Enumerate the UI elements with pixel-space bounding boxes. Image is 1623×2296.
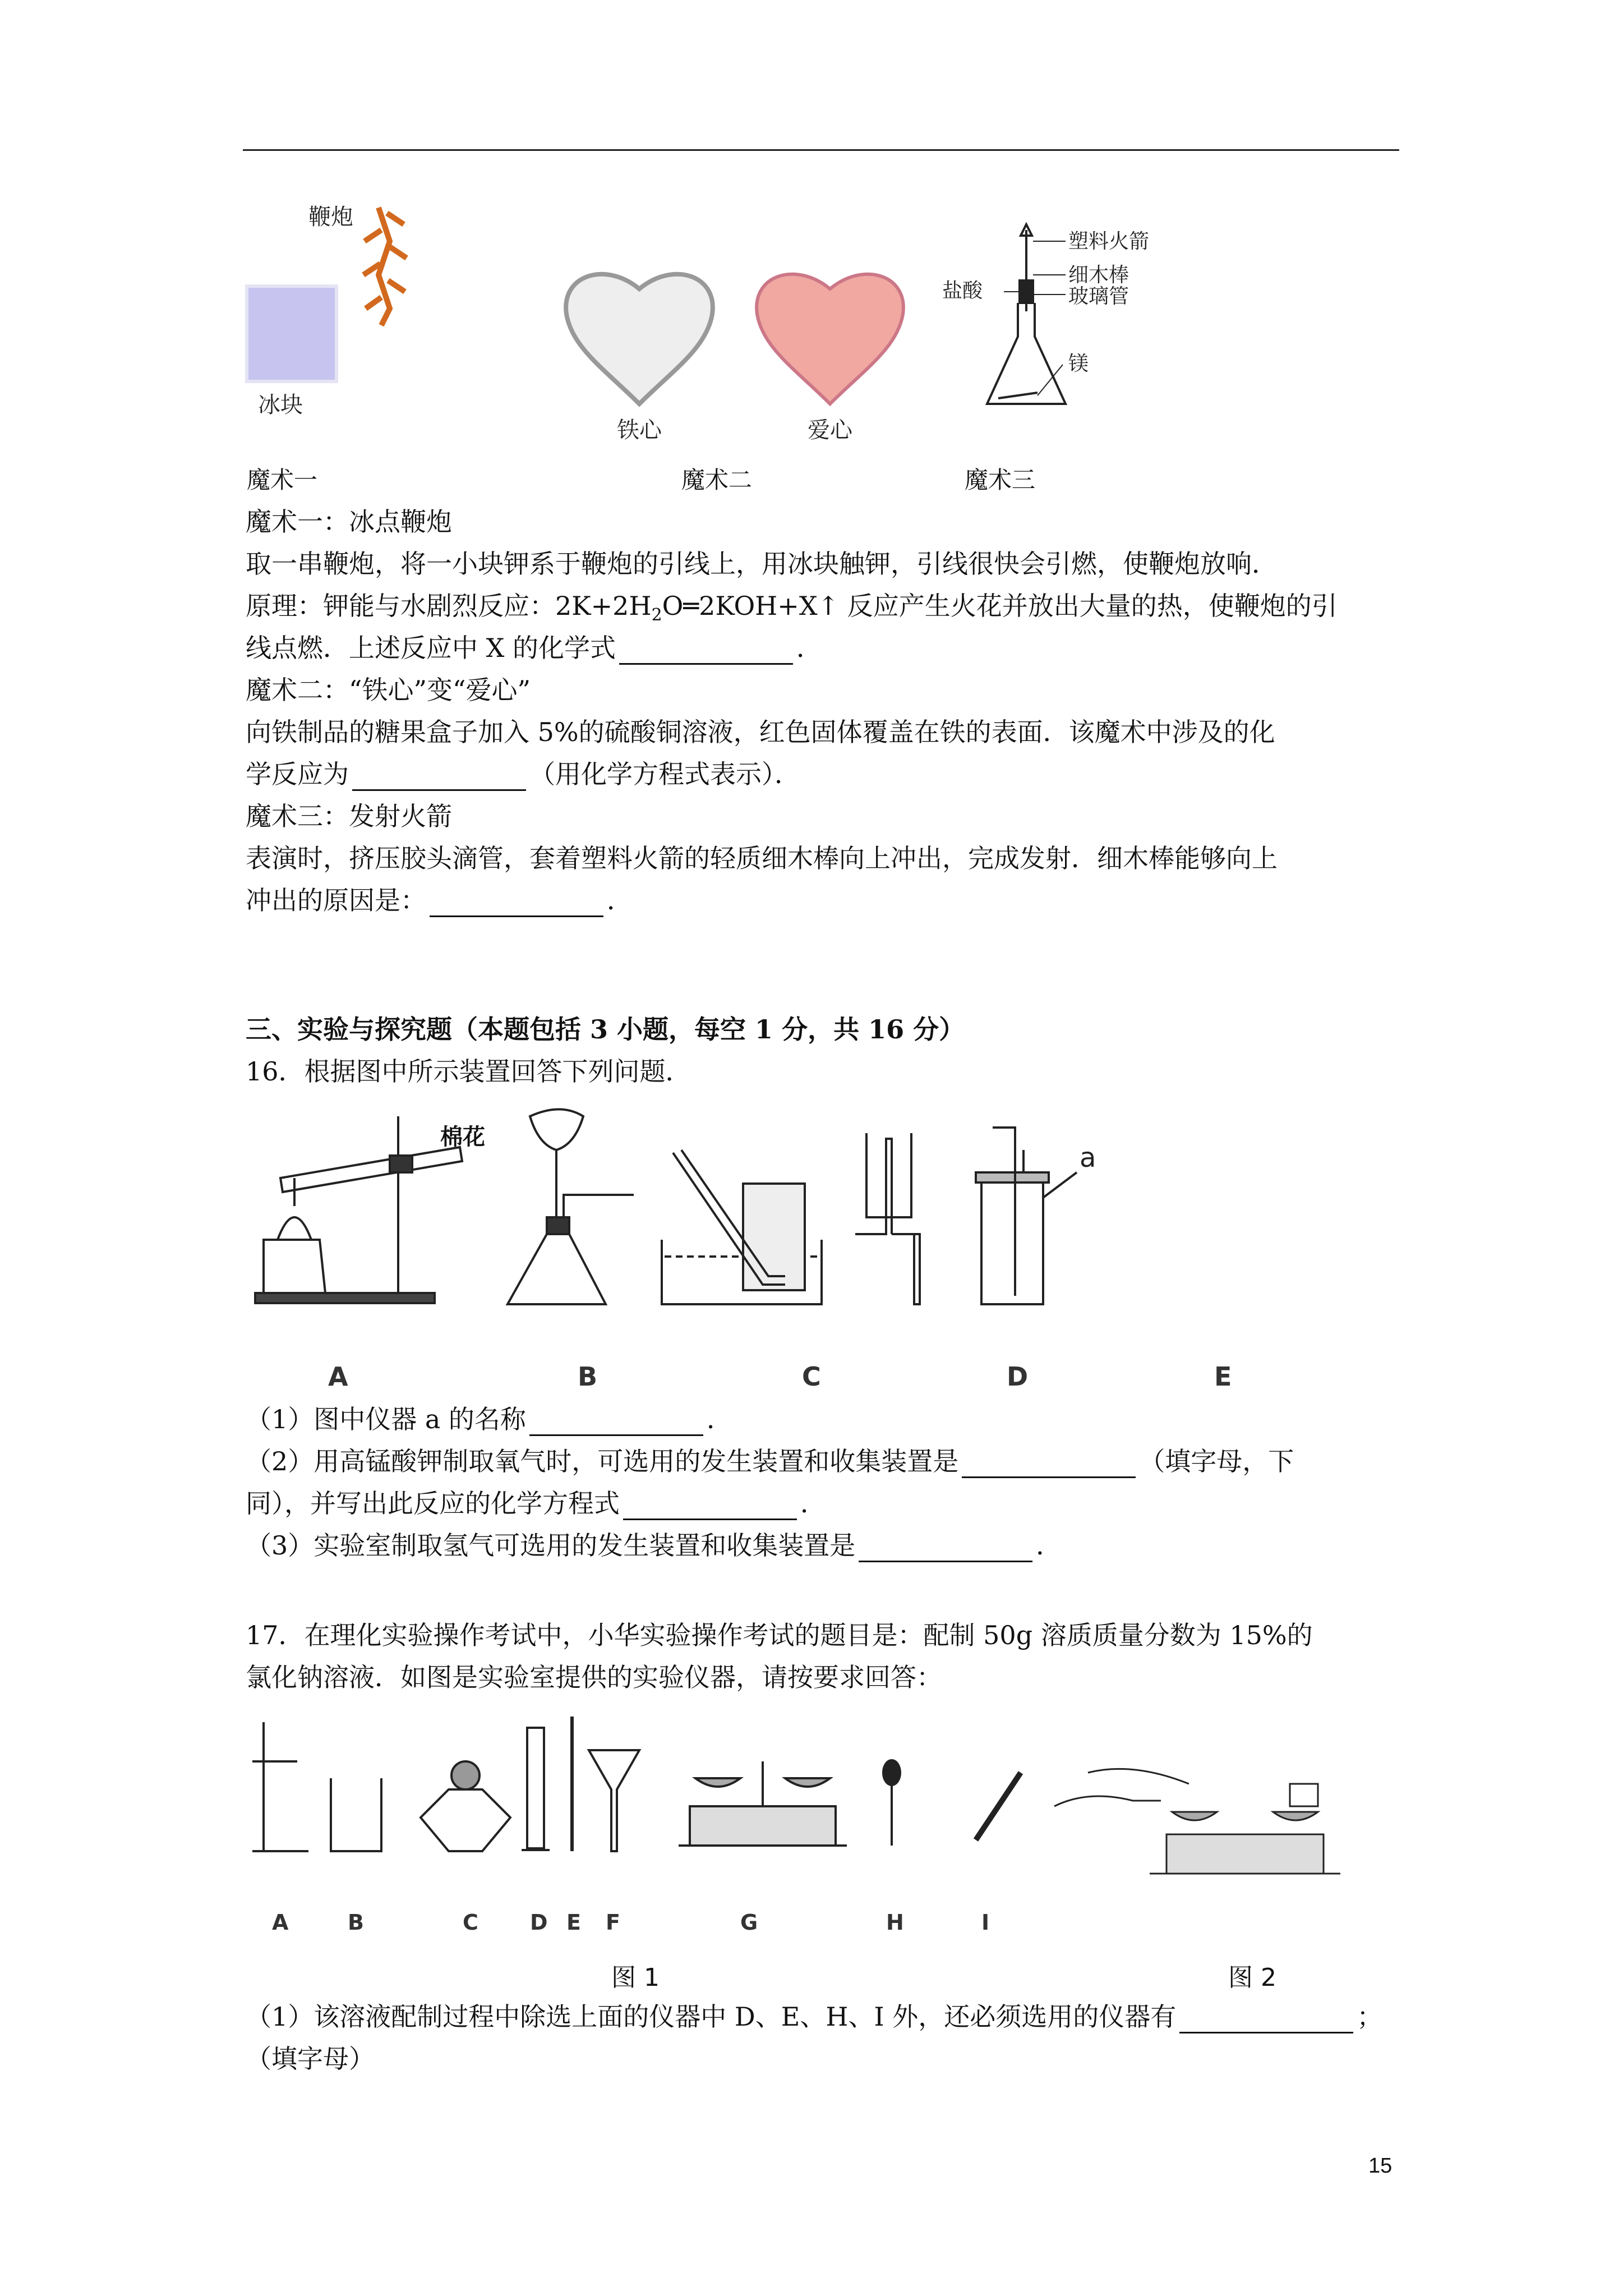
love-heart-image (757, 274, 903, 404)
ice-block-image (247, 286, 336, 381)
answer-blank[interactable] (1179, 2009, 1353, 2033)
rocket-label: 塑料火箭 (1068, 230, 1150, 253)
instrument-label-f: F (606, 1910, 620, 1935)
dropper-icon (883, 1760, 900, 1846)
magic2-paragraph-2: 学反应为 （用化学方程式表示）． (246, 757, 800, 791)
answer-blank[interactable] (352, 767, 526, 791)
firecracker-label: 鞭炮 (308, 204, 353, 230)
apparatus-a-diagram (255, 1116, 462, 1303)
instrument-label-c: C (463, 1910, 478, 1935)
iron-heart-label: 铁心 (617, 417, 662, 443)
instrument-label-e: E (566, 1910, 581, 1935)
section-3-heading: 三、实验与探究题（本题包括 3 小题，每空 1 分，共 16 分） (246, 1014, 965, 1045)
rocket-apparatus-diagram (987, 224, 1066, 404)
instrument-label-g: G (740, 1910, 758, 1935)
magic2-title: 魔术二：“铁心”变“爱心” (246, 675, 531, 705)
answer-blank[interactable] (859, 1538, 1032, 1562)
magic1-caption: 魔术一 (247, 466, 318, 494)
q16-subquestion-3: （3）实验室制取氢气可选用的发生装置和收集装置是 ． (246, 1529, 1062, 1562)
ice-label: 冰块 (258, 392, 303, 418)
q16-stem: 16．根据图中所示装置回答下列问题． (246, 1056, 691, 1087)
magic1-paragraph-3: 线点燃．上述反应中 X 的化学式 ． (246, 631, 822, 665)
q16-apparatus-figure (247, 1105, 1312, 1397)
q17-stem-1: 17．在理化实验操作考试中，小华实验操作考试的题目是：配制 50g 溶质质量分数为 15%的 (246, 1620, 1313, 1650)
iron-heart-image (566, 274, 713, 404)
answer-blank[interactable] (623, 1496, 797, 1520)
glass-tube-label: 玻璃管 (1068, 285, 1129, 308)
beaker-icon (331, 1778, 381, 1851)
instrument-label-i: I (981, 1910, 990, 1935)
answer-blank[interactable] (430, 893, 603, 917)
magic3-caption: 魔术三 (965, 466, 1036, 494)
q17-subquestion-1-note: （填字母） (246, 2044, 375, 2074)
instrument-label-a: A (272, 1910, 289, 1935)
instrument-label-h: H (886, 1910, 904, 1935)
hydrochloric-acid-label: 盐酸 (942, 279, 983, 302)
magic-figure (241, 191, 1228, 505)
weighing-scene-icon (1054, 1769, 1340, 1874)
apparatus-label-b: B (578, 1361, 598, 1392)
q16-subquestion-2: （2）用高锰酸钾制取氧气时，可选用的发生装置和收集装置是 （填字母，下 (246, 1444, 1294, 1478)
magic2-caption: 魔术二 (681, 466, 753, 494)
figure-2-caption: 图 2 (1228, 1963, 1276, 1992)
figure-1-caption: 图 1 (611, 1963, 660, 1992)
apparatus-label-a: A (328, 1361, 348, 1392)
q16-subquestion-2-cont: 同），并写出此反应的化学方程式 ． (246, 1487, 826, 1520)
instrument-a-label: a (1080, 1142, 1096, 1174)
apparatus-e-diagram (976, 1128, 1077, 1304)
q17-stem-2: 氯化钠溶液．如图是实验室提供的实验仪器，请按要求回答： (246, 1662, 942, 1692)
answer-blank[interactable] (619, 641, 793, 665)
subscript: 2 (651, 605, 662, 625)
graduated-cylinder-icon (522, 1728, 550, 1850)
q17-instruments-figure (247, 1705, 1402, 1997)
iron-stand-icon (252, 1722, 308, 1851)
magic1-paragraph-2: 原理：钾能与水剧烈反应：$2K+2H_2O═2KOH+X↑$ 反应产生火花并放出大量的热，使鞭炮的引 (246, 591, 1338, 625)
magic1-paragraph-1: 取一串鞭炮，将一小块钾系于鞭炮的引线上，用冰块触钾，引线很快会引燃，使鞭炮放响． (246, 549, 1278, 579)
apparatus-label-d: D (1007, 1361, 1029, 1392)
q17-subquestion-1: （1）该溶液配制过程中除选上面的仪器中 D、E、H、I 外，还必须选用的仪器有 ； (246, 2000, 1382, 2033)
magic3-paragraph-2: 冲出的原因是： ． (246, 884, 633, 917)
instrument-label-b: B (348, 1910, 364, 1935)
q16-subquestion-1: （1）图中仪器 a 的名称 ． (246, 1402, 732, 1436)
funnel-icon (589, 1750, 639, 1851)
apparatus-c-diagram (662, 1150, 822, 1304)
magnesium-label: 镁 (1068, 352, 1089, 375)
magic2-paragraph-1: 向铁制品的糖果盒子加入 5%的硫酸铜溶液，红色固体覆盖在铁的表面．该魔术中涉及的化 (246, 717, 1275, 747)
alcohol-lamp-icon (421, 1761, 510, 1851)
magic3-paragraph-1: 表演时，挤压胶头滴管，套着塑料火箭的轻质细木棒向上冲出，完成发射．细木棒能够向上 (246, 843, 1278, 873)
page-number: 15 (1368, 2154, 1393, 2178)
answer-blank[interactable] (962, 1454, 1136, 1478)
wood-stick-label: 细木棒 (1068, 264, 1129, 287)
apparatus-label-c: C (802, 1361, 821, 1392)
instrument-label-d: D (530, 1910, 548, 1935)
love-heart-label: 爱心 (808, 417, 852, 443)
cotton-label: 棉花 (440, 1124, 485, 1150)
spatula-icon (976, 1773, 1021, 1840)
answer-blank[interactable] (529, 1412, 703, 1436)
balance-icon (679, 1761, 847, 1846)
magic1-title: 魔术一：冰点鞭炮 (246, 507, 452, 537)
apparatus-label-e: E (1214, 1361, 1232, 1392)
apparatus-b-diagram (508, 1110, 634, 1305)
firecracker-icon (363, 208, 407, 325)
magic3-title: 魔术三：发射火箭 (246, 801, 452, 831)
header-rule (243, 149, 1399, 151)
apparatus-d-diagram (855, 1133, 920, 1304)
